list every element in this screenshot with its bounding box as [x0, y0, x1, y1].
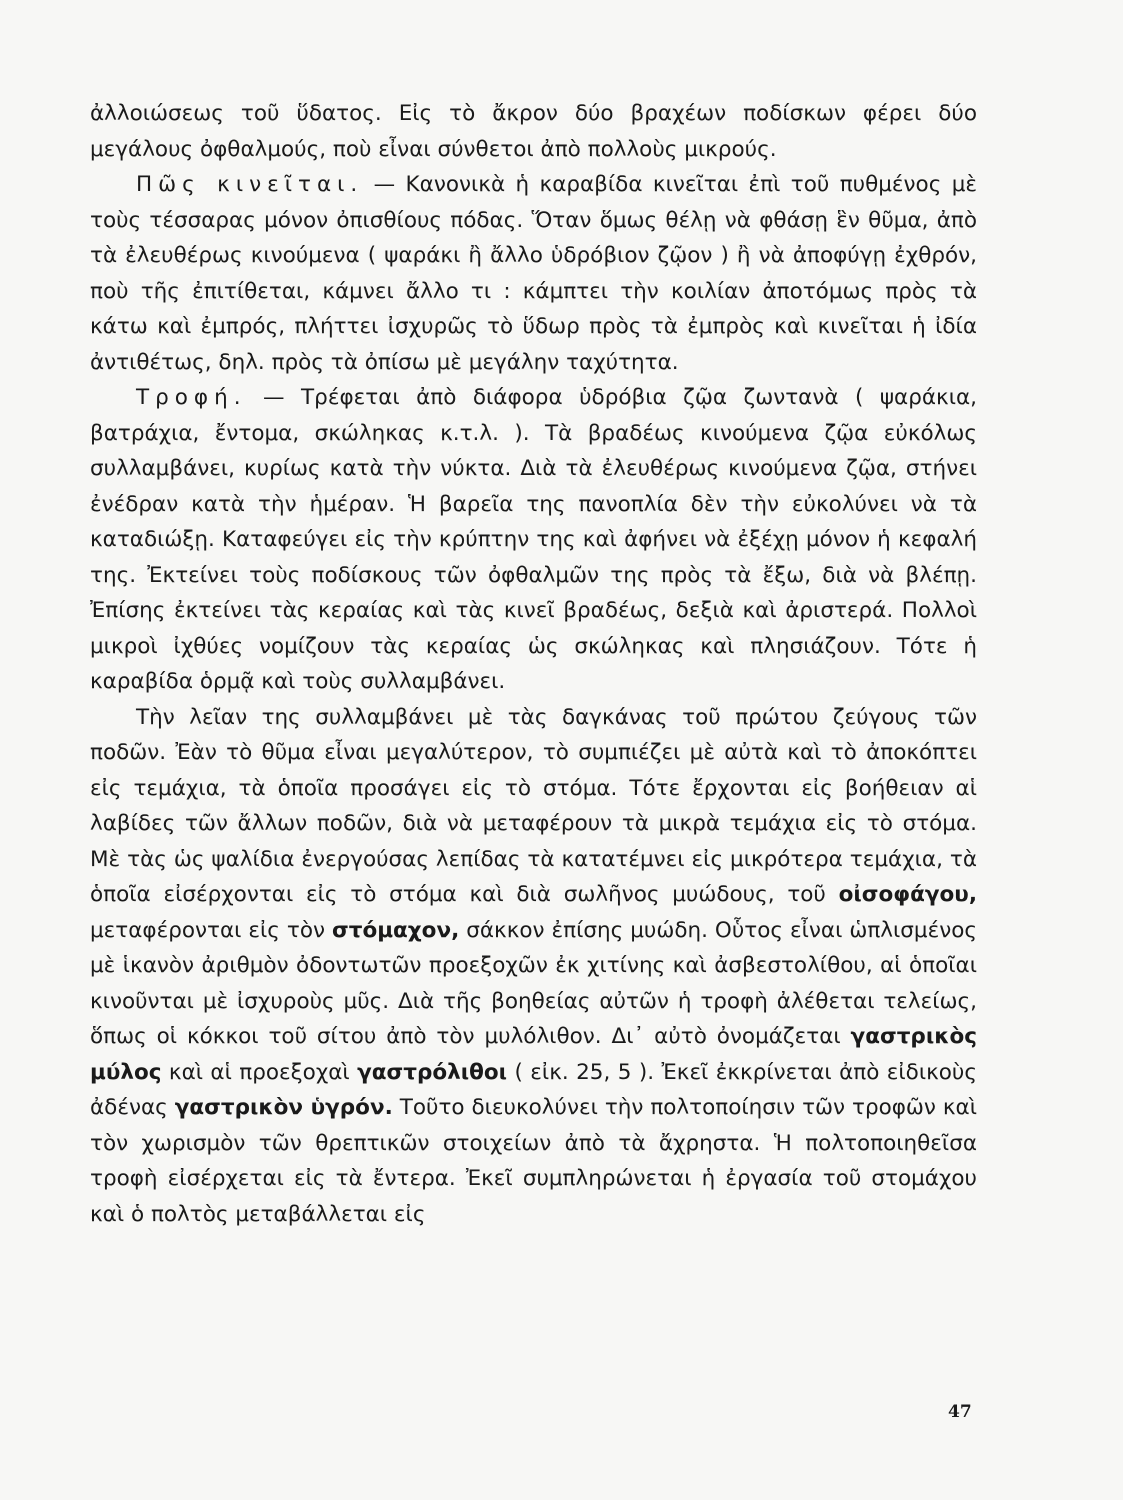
- text-segment: καὶ αἱ προεξοχαὶ: [161, 1059, 358, 1085]
- text-segment: — Κανονικὰ ἡ καραβίδα κινεῖται ἐπὶ τοῦ πυθμένος μὲ τοὺς τέσσαρας μόνον ὀπισθίους πόδας. Ὅταν ὅμως θέλῃ νὰ φθάσῃ ἓν θῦμα, ἀπὸ τὰ ἐλευθέρως κινούμενα ( ψαράκι ἢ ἄλλο ὑδρόβιον ζῷον ) ἢ νὰ ἀποφύγῃ ἐχθρόν, ποὺ τῆς ἐπιτίθεται, κάμνει ἄλλο τι : κάμπτει τὴν κοιλίαν ἀποτόμως πρὸς τὰ κάτω καὶ ἐμπρός, πλήττει ἰσχυρῶς τὸ ὕδωρ πρὸς τὰ ἐμπρὸς καὶ κινεῖται ἡ ἰδία ἀντιθέτως, δηλ. πρὸς τὰ ὀπίσω μὲ μεγάλην ταχύτητα.: [90, 172, 978, 375]
- text-segment: σάκκον ἐπίσης μυώδη. Οὗτος εἶναι ὡπλισμένος μὲ ἱκανὸν ἀριθμὸν ὀδοντωτῶν προεξοχῶν ἐκ χιτίνης καὶ ἀσβεστολίθου, αἱ ὁποῖαι κινοῦνται μὲ ἰσχυροὺς μῦς. Διὰ τῆς βοηθείας αὐτῶν ἡ τροφὴ ἀλέθεται τελείως, ὅπως οἱ κόκκοι τοῦ σίτου ἀπὸ τὸν μυλόλιθον. Δι᾽ αὐτὸ ὀνομάζεται: [90, 917, 977, 1049]
- term-stomach: στόμαχον,: [331, 917, 460, 943]
- paragraph-food: [90, 380, 977, 700]
- text-segment: μεταφέρονται εἰς τὸν: [90, 917, 332, 943]
- term-gastric-fluid: γαστρικὸν ὑγρόν.: [174, 1095, 393, 1120]
- page-number: 47: [948, 1402, 972, 1422]
- paragraph-digestion: [90, 700, 977, 1233]
- text-segment: ἀλλοιώσεως τοῦ ὕδατος. Εἰς τὸ ἄκρον δύο βραχέων ποδίσκων φέρει δύο μεγάλους ὀφθαλμούς, ποὺ εἶναι σύνθετοι ἀπὸ πολλοὺς μικρούς.: [90, 101, 977, 162]
- section-heading-food: Τροφή.: [136, 385, 247, 410]
- term-gastroliths: γαστρόλιθοι: [357, 1059, 508, 1085]
- text-segment: — Τρέφεται ἀπὸ διάφορα ὑδρόβια ζῷα ζωντανὰ ( ψαράκια, βατράχια, ἔντομα, σκώληκας κ.τ.λ. ). Τὰ βραδέως κινούμενα ζῷα εὐκόλως συλλαμβάνει, κυρίως κατὰ τὴν νύκτα. Διὰ τὰ ἐλευθέρως κινούμενα ζῷα, στήνει ἐνέδραν κατὰ τὴν ἡμέραν. Ἡ βαρεῖα της πανοπλία δὲν τὴν εὐκολύνει νὰ τὰ καταδιώξῃ. Καταφεύγει εἰς τὴν κρύπτην της καὶ ἀφήνει νὰ ἐξέχῃ μόνον ἡ κεφαλή της. Ἐκτείνει τοὺς ποδίσκους τῶν ὀφθαλμῶν της πρὸς τὰ ἔξω, διὰ νὰ βλέπῃ. Ἐπίσης ἐκτείνει τὰς κεραίας καὶ τὰς κινεῖ βραδέως, δεξιὰ καὶ ἀριστερά. Πολλοὶ μικροὶ ἰχθύες νομίζουν τὰς κεραίας ὡς σκώληκας καὶ πλησιάζουν. Τότε ἡ καραβίδα ὁρμᾷ καὶ τοὺς συλλαμβάνει.: [90, 385, 977, 694]
- section-heading-movement: Πῶς κινεῖται.: [136, 172, 364, 197]
- text-segment: ( εἰκ. 25, 5 ). Ἐκεῖ ἐκκρίνεται ἀπὸ εἰδικοὺς ἀδένας: [90, 1059, 977, 1120]
- paragraph-eyes: [90, 96, 977, 167]
- text-segment: Τοῦτο διευκολύνει τὴν πολτοποίησιν τῶν τροφῶν καὶ τὸν χωρισμὸν τῶν θρεπτικῶν στοιχείων ἀπὸ τὰ ἄχρηστα. Ἡ πολτοποιηθεῖσα τροφὴ εἰσέρχεται εἰς τὰ ἔντερα. Ἐκεῖ συμπληρώνεται ἡ ἐργασία τοῦ στομάχου καὶ ὁ πολτὸς μεταβάλλεται εἰς: [90, 1095, 978, 1227]
- term-gastric-mill: γαστρικὸς μύλος: [90, 1024, 977, 1085]
- text-segment: Τὴν λεῖαν της συλλαμβάνει μὲ τὰς δαγκάνας τοῦ πρώτου ζεύγους τῶν ποδῶν. Ἐὰν τὸ θῦμα εἶναι μεγαλύτερον, τὸ συμπιέζει μὲ αὐτὰ καὶ τὸ ἀποκόπτει εἰς τεμάχια, τὰ ὁποῖα προσάγει εἰς τὸ στόμα. Τότε ἔρχονται εἰς βοήθειαν αἱ λαβίδες τῶν ἄλλων ποδῶν, διὰ νὰ μεταφέρουν τὰ μικρὰ τεμάχια εἰς τὸ στόμα. Μὲ τὰς ὡς ψαλίδια ἐνεργούσας λεπίδας τὰ κατατέμνει εἰς μικρότερα τεμάχια, τὰ ὁποῖα εἰσέρχονται εἰς τὸ στόμα καὶ διὰ σωλῆνος μυώδους, τοῦ: [90, 704, 977, 907]
- term-oesophagus: οἰσοφάγου,: [838, 882, 977, 907]
- body-text: [90, 96, 977, 1232]
- paragraph-movement: [90, 167, 977, 380]
